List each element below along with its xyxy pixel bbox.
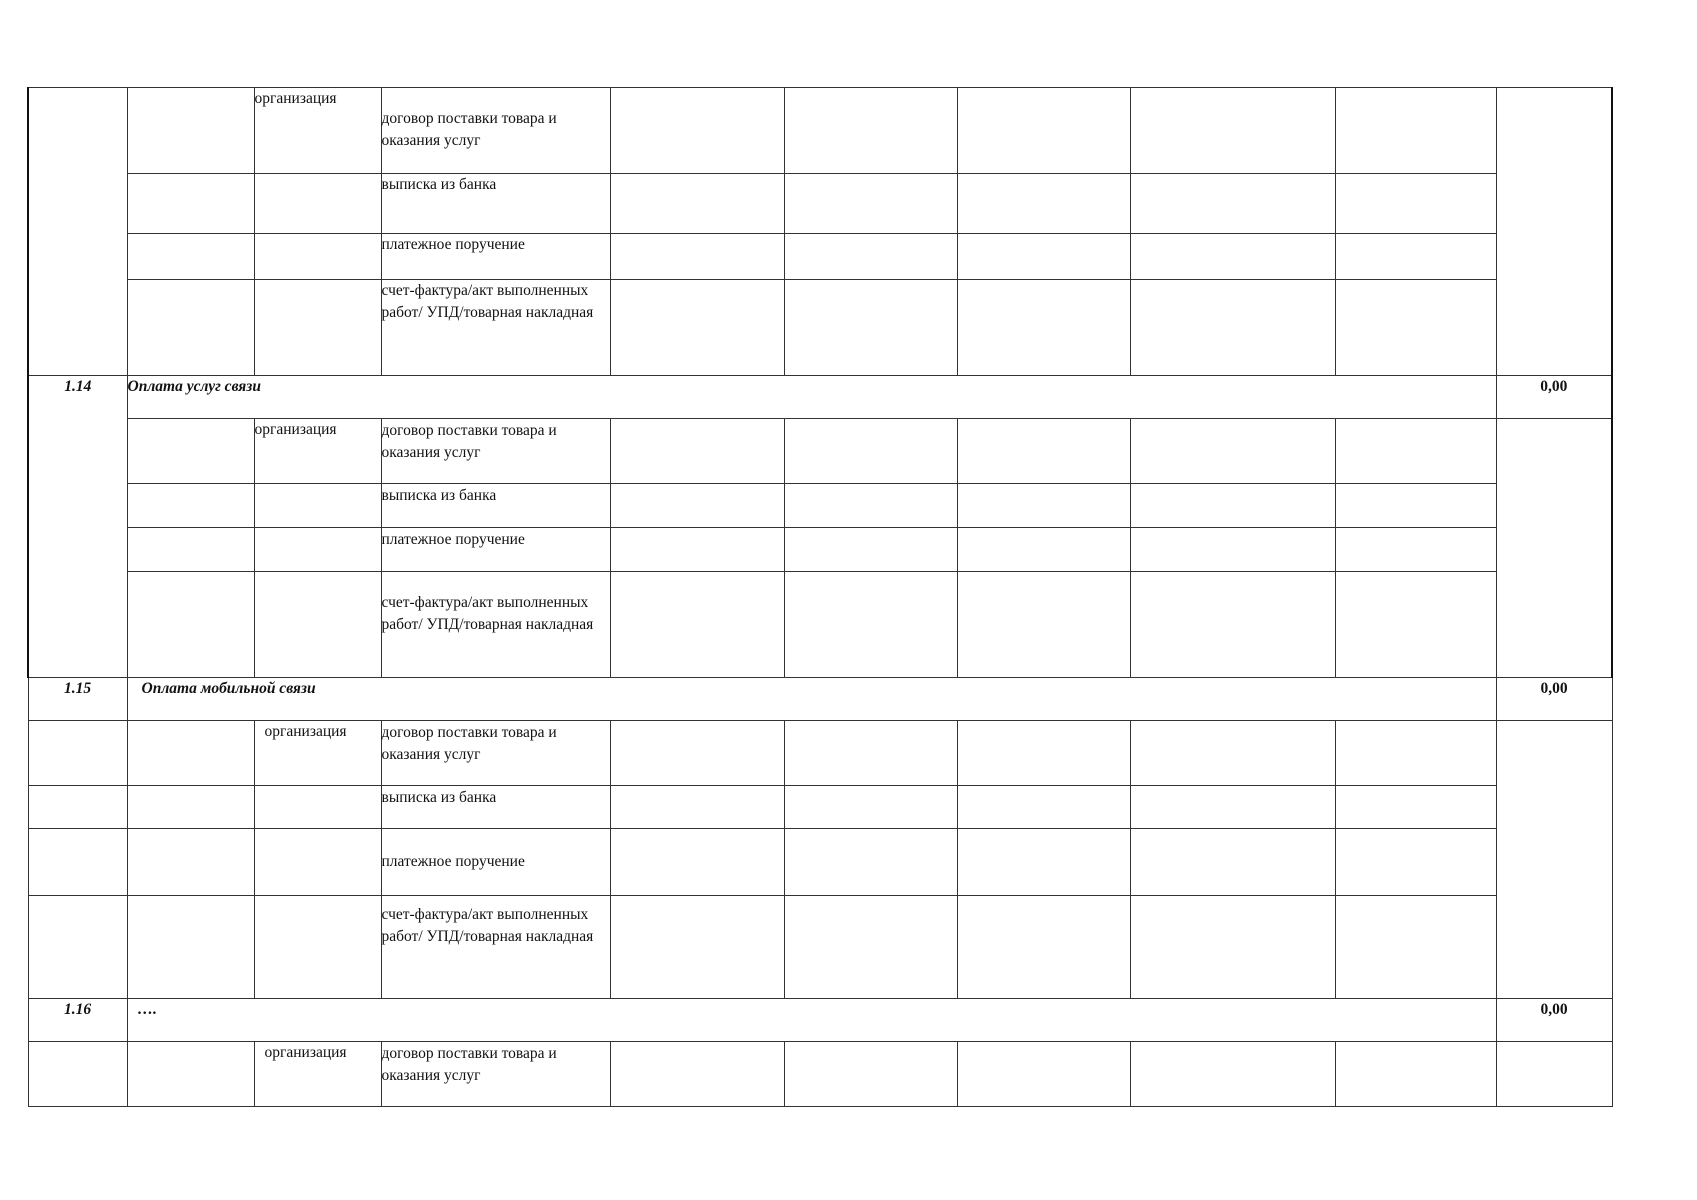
doc-invoice-cell: счет-фактура/акт выполненных работ/ УПД/товарная накладная <box>381 572 610 678</box>
table-row <box>28 528 1612 572</box>
doc-bank-cell: выписка из банка <box>381 484 610 528</box>
section-number: 1.16 <box>28 999 127 1042</box>
section-header-row <box>28 999 1612 1042</box>
num-cell-continued <box>28 88 127 376</box>
section-title: …. <box>127 999 1496 1042</box>
table-row <box>28 280 1612 376</box>
org-cell: организация <box>254 1042 381 1107</box>
section-title: Оплата мобильной связи <box>127 678 1496 721</box>
table-row <box>28 234 1612 280</box>
doc-contract-cell: договор поставки товара и оказания услуг <box>381 419 610 484</box>
table-row <box>28 896 1612 999</box>
section-number: 1.15 <box>28 678 127 721</box>
doc-bank-cell: выписка из банка <box>381 174 610 234</box>
table-row <box>28 419 1612 484</box>
section-header-row <box>28 376 1612 419</box>
table-row <box>28 721 1612 786</box>
section-header-row <box>28 678 1612 721</box>
org-cell: организация <box>254 88 381 174</box>
doc-payment-cell: платежное поручение <box>381 829 610 896</box>
section-title: Оплата услуг связи <box>127 376 1496 419</box>
doc-bank-cell: выписка из банка <box>381 786 610 829</box>
section-total: 0,00 <box>1496 376 1612 419</box>
org-cell: организация <box>254 419 381 484</box>
doc-contract-cell: договор поставки товара и оказания услуг <box>381 88 610 174</box>
doc-contract-cell: договор поставки товара и оказания услуг <box>381 721 610 786</box>
table-row <box>28 174 1612 234</box>
doc-invoice-cell: счет-фактура/акт выполненных работ/ УПД/товарная накладная <box>381 896 610 999</box>
total-cell <box>1496 721 1612 999</box>
total-cell-continued <box>1496 88 1612 376</box>
table-row <box>28 572 1612 678</box>
table-row <box>28 88 1612 174</box>
table-row <box>28 786 1612 829</box>
table-row <box>28 484 1612 528</box>
section-number: 1.14 <box>28 376 127 678</box>
expense-documents-table <box>27 87 1613 1107</box>
doc-payment-cell: платежное поручение <box>381 234 610 280</box>
table-row <box>28 829 1612 896</box>
table-row <box>28 1042 1612 1107</box>
doc-payment-cell: платежное поручение <box>381 528 610 572</box>
section-total: 0,00 <box>1496 678 1612 721</box>
org-cell: организация <box>254 721 381 786</box>
section-total: 0,00 <box>1496 999 1612 1042</box>
doc-invoice-cell: счет-фактура/акт выполненных работ/ УПД/товарная накладная <box>381 280 610 376</box>
doc-contract-cell: договор поставки товара и оказания услуг <box>381 1042 610 1107</box>
total-cell <box>1496 419 1612 678</box>
